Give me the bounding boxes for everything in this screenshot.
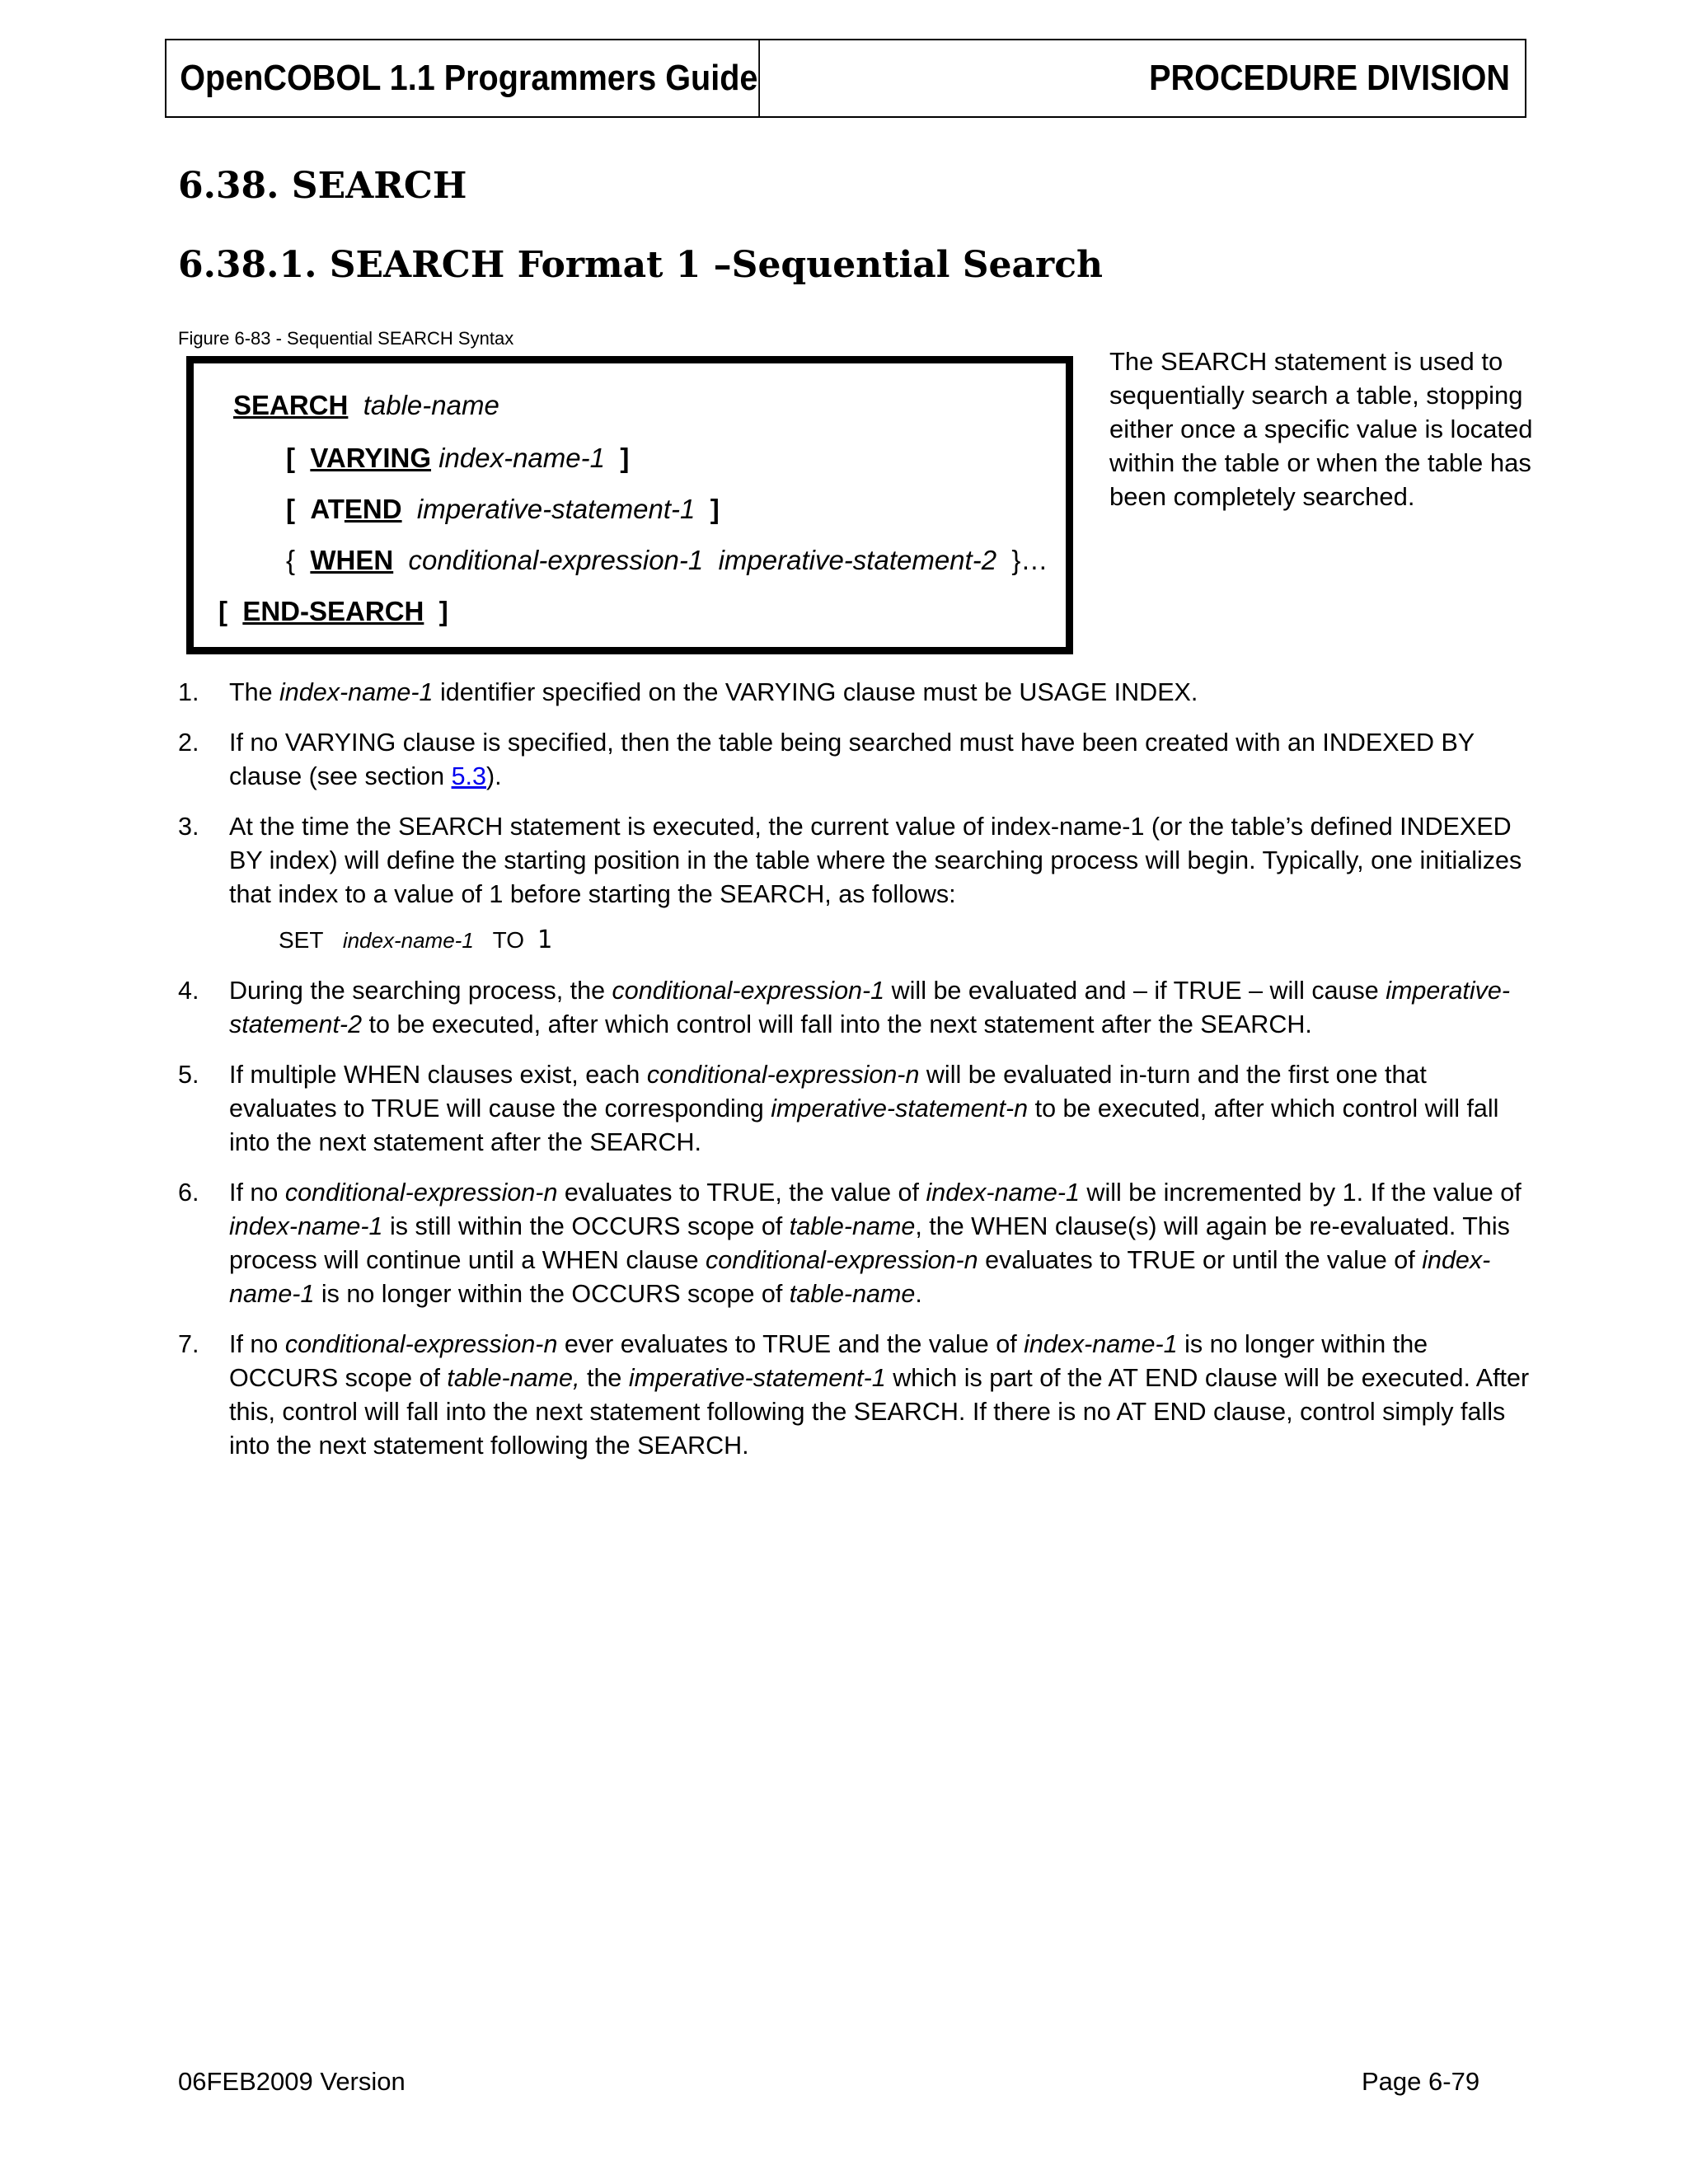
- syntax-line-when: [286, 545, 1048, 576]
- syntax-line-varying: [286, 443, 629, 474]
- subsection-heading: 6.38.1. SEARCH Format 1 –Sequential Search: [178, 244, 1103, 286]
- item-text: is no longer within the OCCURS scope of: [314, 1280, 790, 1308]
- item-italic-term: conditional-expression-n: [284, 1179, 558, 1207]
- item-text: evaluates to TRUE, the value of: [557, 1179, 926, 1207]
- syntax-bracket: [: [218, 596, 227, 626]
- item-italic-term: table-name,: [447, 1364, 580, 1392]
- section-heading: 6.38. SEARCH: [178, 165, 467, 207]
- item-text: If no: [229, 1330, 285, 1358]
- footer-version: 06FEB2009 Version: [178, 2067, 406, 2096]
- syntax-argument: table-name: [363, 390, 499, 420]
- list-number: 2.: [178, 729, 199, 757]
- list-item: [178, 974, 1530, 1042]
- item-text: will be incremented by 1. If the value of: [1079, 1179, 1522, 1207]
- list-number: 1.: [178, 678, 199, 706]
- syntax-bracket: [: [286, 494, 295, 524]
- syntax-bracket: ]: [620, 443, 630, 473]
- side-description-text: The SEARCH statement is used to sequentially search a table, stopping either once a specific value is located within the table or when the table has been completely searched.: [1109, 347, 1533, 511]
- syntax-keyword-at: AT: [310, 494, 345, 524]
- item-text: is no longer within the OCCURS scope of: [229, 1330, 1428, 1392]
- item-text: At the time the SEARCH statement is executed, the current value of index-name-1 (or the table’s defined INDEXED BY index) will define the starting position in the table where the searching process will begin. Typically, one initializes that index to a value of 1 before starting the SEARCH, as follows:: [229, 813, 1522, 908]
- header-division-title: PROCEDURE DIVISION: [1149, 58, 1510, 98]
- item-italic-term: imperative-statement-2: [229, 977, 1511, 1038]
- item-text: The: [229, 678, 280, 706]
- item-italic-term: index-name-1: [1024, 1330, 1178, 1358]
- item-text: evaluates to TRUE or until the value of: [978, 1246, 1423, 1274]
- syntax-line-end-search: [218, 596, 448, 627]
- item-text: identifier specified on the VARYING clause must be USAGE INDEX.: [433, 678, 1198, 706]
- item-text: to be executed, after which control will fall into the next statement after the SEARCH.: [362, 1010, 1312, 1038]
- item-italic-term: imperative-statement-n: [771, 1094, 1029, 1122]
- syntax-keyword: SEARCH: [233, 390, 349, 420]
- item-text: will be evaluated in-turn and the first one that evaluates to TRUE will cause the corresponding: [229, 1061, 1427, 1122]
- item-text: If no: [229, 1179, 285, 1207]
- code-keyword: SET: [279, 927, 324, 953]
- syntax-brace: }…: [1011, 545, 1048, 575]
- item-text: is still within the OCCURS scope of: [382, 1212, 790, 1240]
- syntax-bracket: ]: [710, 494, 720, 524]
- item-text: the: [579, 1364, 629, 1392]
- code-argument: index-name-1: [342, 928, 474, 953]
- syntax-argument: index-name-1: [438, 443, 605, 473]
- code-keyword: TO: [492, 927, 525, 953]
- item-text: will be evaluated and – if TRUE – will cause: [884, 977, 1386, 1005]
- item-italic-term: table-name: [789, 1212, 916, 1240]
- list-item: [178, 1058, 1530, 1160]
- list-number: 4.: [178, 977, 199, 1005]
- item-italic-term: conditional-expression-n: [706, 1246, 978, 1274]
- item-text: If no VARYING clause is specified, then the table being searched must have been created with an INDEXED BY clause (see section: [229, 729, 1475, 790]
- item-italic-term: index-name-1: [279, 678, 434, 706]
- item-text: ever evaluates to TRUE and the value of: [557, 1330, 1025, 1358]
- item-text: If multiple WHEN clauses exist, each: [229, 1061, 647, 1089]
- list-item: [178, 810, 1530, 958]
- list-number: 5.: [178, 1061, 199, 1089]
- syntax-keyword: END-SEARCH: [242, 596, 424, 626]
- list-item: [178, 1328, 1530, 1463]
- syntax-brace: {: [286, 545, 296, 575]
- item-italic-term: index-name-1: [229, 1212, 383, 1240]
- header-guide-title: OpenCOBOL 1.1 Programmers Guide: [166, 40, 760, 116]
- item-italic-term: imperative-statement-1: [628, 1364, 886, 1392]
- item-italic-term: index-name-1: [229, 1246, 1491, 1308]
- syntax-line-search: [233, 390, 499, 421]
- item-italic-term: conditional-expression-1: [612, 977, 885, 1005]
- section-link[interactable]: 5.3: [451, 762, 486, 790]
- syntax-keyword: WHEN: [310, 545, 394, 575]
- item-text: ).: [485, 762, 502, 790]
- syntax-bracket: ]: [438, 596, 448, 626]
- list-item: [178, 676, 1530, 710]
- page-header: [165, 39, 1526, 118]
- item-italic-term: index-name-1: [926, 1179, 1080, 1207]
- syntax-argument: imperative-statement-1: [416, 494, 696, 524]
- code-value: 1: [537, 926, 552, 954]
- list-number: 3.: [178, 813, 199, 841]
- item-italic-term: table-name: [789, 1280, 916, 1308]
- syntax-box: [186, 356, 1073, 654]
- item-italic-term: conditional-expression-n: [646, 1061, 920, 1089]
- footer-page-number: Page 6-79: [1362, 2067, 1480, 2096]
- syntax-line-at-end: [286, 494, 720, 525]
- item-text: .: [915, 1280, 922, 1308]
- list-number: 7.: [178, 1330, 199, 1358]
- syntax-argument: conditional-expression-1 imperative-statement-2: [408, 545, 997, 575]
- rules-list: [178, 676, 1530, 1479]
- item-text: which is part of the AT END clause will be executed. After this, control will fall into the next statement following the SEARCH. If there is no AT END clause, control simply falls into the next statement following the SEARCH.: [229, 1364, 1530, 1460]
- item-text: During the searching process, the: [229, 977, 612, 1005]
- side-description: [1109, 344, 1538, 513]
- list-number: 6.: [178, 1179, 199, 1207]
- code-example: [279, 923, 1530, 958]
- syntax-keyword: END: [344, 494, 402, 524]
- syntax-keyword: VARYING: [310, 443, 432, 473]
- figure-caption: Figure 6-83 - Sequential SEARCH Syntax: [178, 328, 514, 349]
- item-text: , the WHEN clause(s) will again be re-evaluated. This process will continue until a WHEN clause: [229, 1212, 1510, 1274]
- syntax-bracket: [: [286, 443, 295, 473]
- item-italic-term: conditional-expression-n: [284, 1330, 558, 1358]
- item-text: to be executed, after which control will fall into the next statement after the SEARCH.: [229, 1094, 1499, 1156]
- list-item: [178, 1176, 1530, 1311]
- list-item: [178, 726, 1530, 794]
